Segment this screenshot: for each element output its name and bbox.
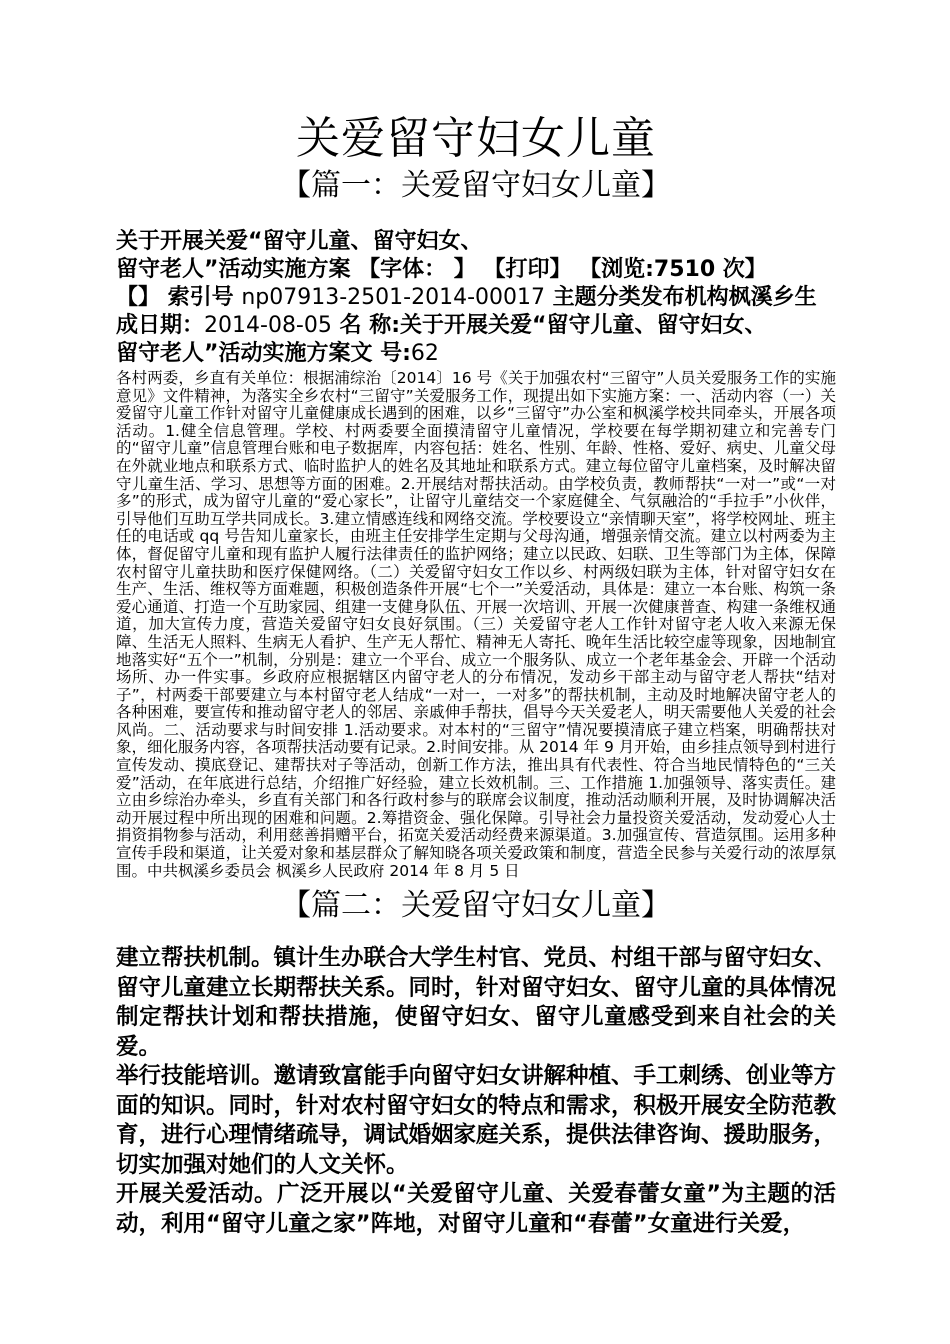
category-label: 主题分类发布机构枫溪乡生 (545, 285, 817, 310)
doc-number-label: 留守老人”活动实施方案文 号: (116, 341, 411, 366)
article-header-line-5 (116, 340, 836, 368)
document-page (116, 112, 836, 1239)
part2-paragraph: 举行技能培训。邀请致富能手向留守妇女讲解种植、手工刺绣、创业等方面的知识。同时，针对农村留守妇女的特点和需求，积极开展安全防范教育，进行心理情绪疏导，调试婚姻家庭关系，提供法律咨询、援助服务，切实加强对她们的人文关怀。 (116, 1063, 837, 1178)
doc-number: 62 (410, 341, 439, 366)
publish-date: 2014-08-05 (204, 313, 332, 338)
part2-paragraph: 建立帮扶机制。镇计生办联合大学生村官、党员、村组干部与留守妇女、留守儿童建立长期帮扶关系。同时，针对留守妇女、留守儿童的具体情况制定帮扶计划和帮扶措施，使留守妇女、留守儿童感受到来自社会的关爱。 (116, 945, 837, 1060)
document-title: 关爱留守妇女儿童 (296, 113, 656, 164)
index-number: np07913-2501-2014-00017 (241, 285, 545, 310)
name-label: 名 称:关于开展关爱“留守儿童、留守妇女、 (331, 313, 767, 338)
date-label: 成日期： (116, 313, 205, 338)
part2-body (116, 944, 836, 1239)
article-header-line-3 (116, 284, 836, 312)
section-heading-part1: 【篇一：关爱留守妇女儿童】 (281, 168, 671, 203)
section-heading-part2: 【篇二：关爱留守妇女儿童】 (281, 888, 671, 924)
article-header (116, 228, 836, 368)
part2-paragraph: 开展关爱活动。广泛开展以“关爱留守儿童、关爱春蕾女童”为主题的活动，利用“留守儿童之家”阵地，对留守儿童和“春蕾”女童进行关爱， (116, 1181, 836, 1237)
index-label: 【】 索引号 (116, 285, 242, 310)
part1-body-text: 各村两委，乡直有关单位：根据浦综治〔2014〕16 号《关于加强农村“三留守”人员关爱服务工作的实施意见》文件精神，为落实全乡农村“三留守”关爱服务工作，现提出如下实施方案：一、活动内容（一）关爱留守儿童工作针对留守儿童健康成长遇到的困难，以乡“三留守”办公室和枫溪学校共同牵头，开展各项活动。1.健全信息管理。学校、村两委要全面摸清留守儿童情况，学校要在每学期初建立和完善专门的“留守儿童”信息管理台账和电子数据库，内容包括：姓名、性别、年龄、性格、爱好、病史、儿童父母在外就业地点和联系方式、临时监护人的姓名及其地址和联系方式。建立每位留守儿童档案，及时解决留守儿童生活、学习、思想等方面的困难。2.开展结对帮扶活动。由学校负责，教师帮扶“一对一”或“一对多”的形式，成为留守儿童的“爱心家长”，让留守儿童结交一个家庭健全、气氛融洽的“手拉手”小伙伴，引导他们互助互学共同成长。3.建立情感连线和网络交流。学校要设立“亲情聊天室”，将学校网址、班主任的电话或 qq 号告知儿童家长，由班主任安排学生定期与父母沟通，增强亲情交流。建立以村两委为主体，督促留守儿童和现有监护人履行法律责任的监护网络；建立以民政、妇联、卫生等部门为主体，保障农村留守儿童扶助和医疗保健网络。（二）关爱留守妇女工作以乡、村两级妇联为主体，针对留守妇女在生产、生活、维权等方面难题，积极创造条件开展“七个一”关爱活动，具体是：建立一本台账、构筑一条爱心通道、打造一个互助家园、组建一支健身队伍、开展一次培训、开展一次健康普查、构建一条维权通道，加大宣传力度，营造关爱留守妇女良好氛围。（三）关爱留守老人工作针对留守老人收入来源无保障、生活无人照料、生病无人看护、生产无人帮忙、精神无人寄托、晚年生活比较空虚等现象，因地制宜地落实好“五个一”机制，分别是：建立一个平台、成立一个服务队、成立一个老年基金会、开辟一个活动场所、办一件实事。乡政府应根据辖区内留守老人的分布情况，发动乡干部主动与留守老人帮扶“结对子”，村两委干部要建立与本村留守老人结成“一对一，一对多”的帮扶机制，主动及时地解决留守老人的各种困难，要宣传和推动留守老人的邻居、亲戚伸手帮扶，倡导今天关爱老人，明天需要他人关爱的社会风尚。二、活动要求与时间安排 1.活动要求。对本村的“三留守”情况要摸清底子建立档案，明确帮扶对象，细化服务内容，各项帮扶活动要有记录。2.时间安排。从 2014 年 9 月开始，由乡挂点领导到村进行宣传发动、摸底登记、建帮扶对子等活动，创新工作方法，推出具有代表性、符合当地民情特色的“三关爱”活动，在年底进行总结，介绍推广好经验，建立长效机制。三、工作措施 1.加强领导、落实责任。建立由乡综治办牵头，乡直有关部门和各行政村参与的联席会议制度，推动活动顺利开展，及时协调解决活动开展过程中所出现的困难和问题。2.筹措资金、强化保障。引导社会力量投资关爱活动，发动爱心人士捐资捐物参与活动，利用慈善捐赠平台，拓宽关爱活动经费来源渠道。3.加强宣传、营造氛围。运用多种宣传手段和渠道，让关爱对象和基层群众了解知晓各项关爱政策和制度，营造全民参与关爱行动的浓厚氛围。中共枫溪乡委员会 枫溪乡人民政府 2014 年 8 月 5 日 (116, 369, 836, 880)
article-header-line-2: 留守老人”活动实施方案 【字体： 】 【打印】 【浏览:7510 次】 (116, 257, 767, 282)
article-header-line-1: 关于开展关爱“留守儿童、留守妇女、 (116, 229, 483, 254)
article-header-line-4 (116, 312, 836, 340)
